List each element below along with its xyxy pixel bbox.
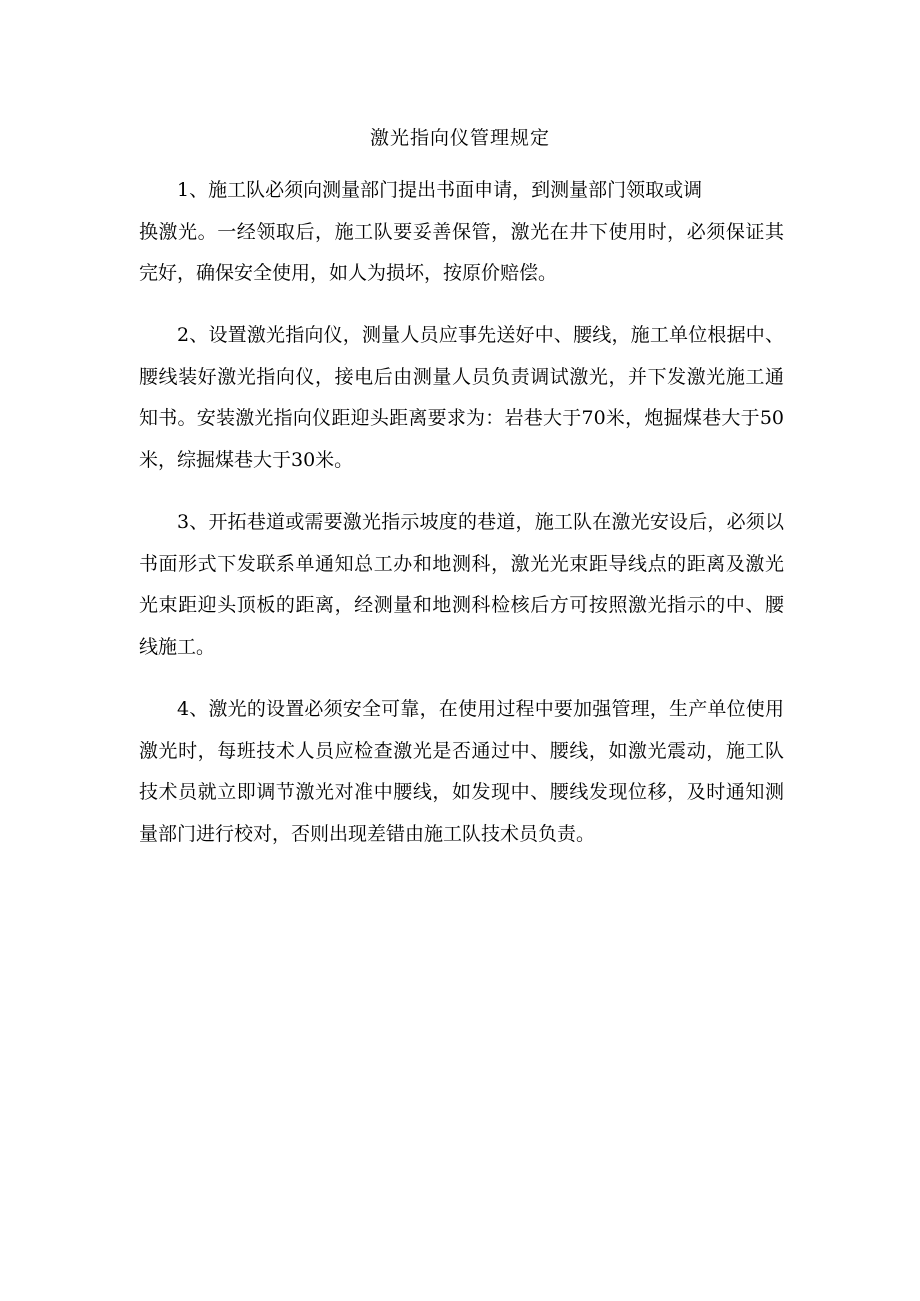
paragraph-2: 2、设置激光指向仪，测量人员应事先送好中、腰线，施工单位根据中、腰线装好激光指向仪，接电后由测量人员负责调试激光，并下发激光施工通知书。安装激光指向仪距迎头距离要求为：岩巷大于70米，炮掘煤巷大于50米，综掘煤巷大于30米。 [139, 324, 784, 471]
paragraph-3: 3、开拓巷道或需要激光指示坡度的巷道，施工队在激光安设后，必须以书面形式下发联系单通知总工办和地测科，激光光束距导线点的距离及激光光束距迎头顶板的距离，经测量和地测科检核后方可按照激光指示的中、腰线施工。 [139, 511, 784, 658]
paragraph-1-line-1: 1、施工队必须向测量部门提出书面申请，到测量部门领取或调 [177, 179, 703, 201]
paragraph-1 [139, 170, 784, 295]
document-title: 激光指向仪管理规定 [369, 127, 550, 149]
paragraph-4: 4、激光的设置必须安全可靠，在使用过程中要加强管理，生产单位使用激光时，每班技术人员应检查激光是否通过中、腰线，如激光震动，施工队技术员就立即调节激光对准中腰线，如发现中、腰线发现位移，及时通知测量部门进行校对，否则出现差错由施工队技术员负责。 [139, 698, 784, 845]
paragraph-1-rest: 换激光。一经领取后，施工队要妥善保管，激光在井下使用时，必须保证其完好，确保安全使用，如人为损坏，按原价赔偿。 [139, 220, 784, 284]
